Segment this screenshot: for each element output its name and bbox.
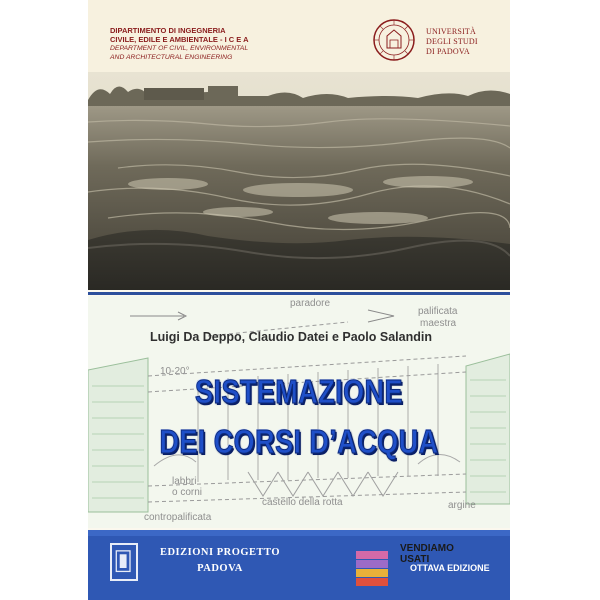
publisher-name — [150, 545, 290, 577]
university-name — [426, 27, 506, 57]
sticker-line-2: USATI — [400, 554, 430, 565]
footer-band — [88, 530, 510, 536]
dept-name-it-2: CIVILE, EDILE E AMBIENTALE - I C E A — [110, 35, 249, 44]
uni-line-1: UNIVERSITÀ — [426, 27, 476, 36]
label-palificata-2: maestra — [420, 318, 457, 329]
dept-name-it-1: DIPARTIMENTO DI INGEGNERIA — [110, 26, 226, 35]
used-books-sticker — [400, 543, 454, 565]
edition-label: OTTAVA EDIZIONE — [410, 563, 490, 573]
book-authors: Luigi Da Deppo, Claudio Datei e Paolo Salandin — [150, 330, 432, 344]
sticker-line-1: VENDIAMO — [400, 543, 454, 554]
divider-rule — [88, 292, 510, 295]
cover-header — [88, 0, 510, 72]
publisher-logo-icon — [110, 543, 138, 581]
book-title-line-2: DEI CORSI D’ACQUA — [159, 423, 439, 460]
publisher-line-1: EDIZIONI PROGETTO — [159, 547, 281, 558]
book-cover — [88, 0, 510, 600]
flood-photo — [88, 72, 510, 290]
uni-line-3: DI PADOVA — [426, 47, 470, 56]
label-labbri-2: o corni — [172, 487, 203, 498]
label-contropalificata: contropalificata — [144, 512, 212, 523]
uni-line-2: DEGLI STUDI — [426, 37, 478, 46]
label-palificata-1: palificata — [418, 306, 458, 317]
book-title-line-1: SISTEMAZIONE — [195, 373, 403, 410]
book-stack-icon — [354, 547, 390, 587]
label-argine: argine — [448, 500, 476, 511]
label-labbri-1: labbri — [172, 476, 197, 487]
label-angle: 10-20° — [160, 366, 190, 377]
dept-name-en-1: DEPARTMENT OF CIVIL, ENVIRONMENTAL — [110, 45, 249, 52]
label-castello: castello della rotta — [262, 497, 343, 508]
label-paradore: paradore — [290, 298, 331, 309]
publisher-line-2: PADOVA — [197, 563, 243, 574]
publisher-footer — [88, 530, 510, 600]
department-block — [110, 26, 330, 62]
dept-name-en-2: AND ARCHITECTURAL ENGINEERING — [110, 54, 233, 61]
university-seal-icon — [372, 18, 416, 62]
